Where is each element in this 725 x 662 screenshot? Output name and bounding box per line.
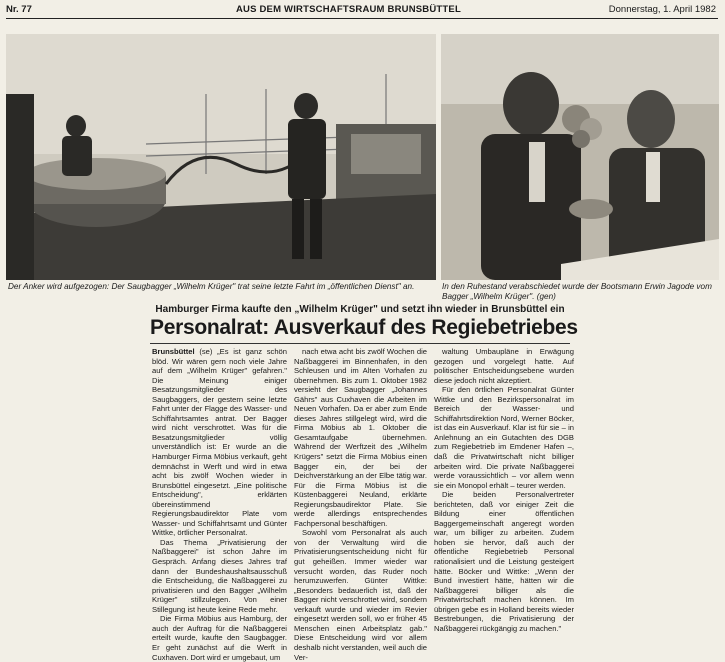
article-paragraph (152, 347, 287, 538)
paragraph-text: Für den örtlichen Personalrat Günter Wittke und den Bezirkspersonalrat im Bereich der Wasser- und Schiffahrtsdirektion Nord, Werner Böcker, ist das ein Ausverkauf. Klar ist für sie – in Anlehnung an ein Gutachten des DGB zum Regiebetrieb im Emdener Hafen –, daß die Privatwirtschaft nicht billiger arbeiten wird. Die private Naßbaggerei werde voraussichtlich – vor allem wenn sie ein Monopol erhält – teurer werden. (434, 385, 574, 490)
paragraph-text: nach etwa acht bis zwölf Wochen die Naßbaggerei im Binnenhafen, in den Schleusen und im Alten Vorhafen zu übernehmen. Bis zum 1. Oktober 1982 versieht der Saugbagger „Johannes Gährs" aus Cuxhaven die Arbeiten im Neuen Vorhafen. Da er aber zum Ende dieses Jahres stillgelegt wird, wird die Firma Möbius ab 1. Oktober die Gesamtaufgabe übernehmen. Während der Werftzeit des „Wilhelm Krügers" setzt die Firma Möbius einen Bagger ein, der bei der Deichverstärkung an der Elbe tätig war. Für die Firma Möbius ist die Küstenbaggerei Neuland, erklärte Regierungsbaudirektor Plate. Sie werde allerdings entsprechendes Fachpersonal beschäftigen. (294, 347, 427, 528)
paragraph-text: waltung Umbaupläne in Erwägung gezogen und vorgelegt hatte. Auf politischer Entscheidungsebene wurden diese jedoch nicht akzeptiert. (434, 347, 574, 385)
article-paragraph (434, 385, 574, 490)
paragraph-text: Sowohl vom Personalrat als auch von der Verwaltung wird die Privatisierungsentscheidung nicht für gut geheißen. Immer wieder war versucht worden, das Ruder noch herumzuwerfen. Günter Wittke: „Besonders bedauerlich ist, daß der Bagger nicht verschrottet wird, sondern verkauft wurde und wieder im Revier eingesetzt werden soll, wo er früher 45 Menschen einen Arbeitsplatz gab." Diese Entscheidung wird vor allem deshalb nicht verstanden, weil auch die Ver- (294, 528, 427, 662)
paragraph-text: Die beiden Personalvertreter berichteten, daß vor einiger Zeit die Bildung einer öffentlichen Baggergemeinschaft angeregt worden war, um billiger zu arbeiten. Zudem hoben sie hervor, daß auch der öffentliche Regiebetrieb Personal rationalisiert und die Leistung gesteigert hätte. Böcker und Wittke: „Wenn der Bund investiert hätte, hätten wir die Naßbaggerei billiger als die Privatwirtschaft machen können. Im übrigen gebe es in Holland bereits wieder Bestrebungen, die Privatisierung der Naßbaggerei rückgängig zu machen." (434, 490, 574, 633)
photo-caption-left: Der Anker wird aufgezogen: Der Saugbagger „Wilhelm Krüger" trat seine letzte Fahrt im „öffentlichen Dienst" an. (8, 282, 415, 291)
issue-date: Donnerstag, 1. April 1982 (608, 4, 716, 15)
article-paragraph (434, 490, 574, 633)
article-headline: Personalrat: Ausverkauf des Regiebetriebes (150, 316, 578, 339)
photo-farewell (441, 34, 719, 280)
page-number: Nr. 77 (6, 4, 32, 15)
paragraph-text: (se) „Es ist ganz schön blöd. Wir wären gern noch viele Jahre auf dem „Wilhelm Krüger" gefahren." Die Meinung einiger Besatzungsmitglieder des Saugbaggers, der gestern seine letzte Fahrt unter der Flagge des Wasser- und Schiffahrtsamtes antrat. Der Bagger wird nicht verschrottet. Was für die Besatzungsmitglieder völlig unverständlich ist: Er wurde an die Hamburger Firma Möbius verkauft, geht demnächst in Werft und wird in etwa acht bis zwölf Wochen wieder in Brunsbüttel eingesetzt. „Eine politische Entscheidung", erklärten übereinstimmend Regierungsbaudirektor Plate vom Wasser- und Schiffahrtsamt und Günter Wittke, örtlicher Personalrat. (152, 347, 287, 538)
article-paragraph (294, 528, 427, 662)
article-column-2 (294, 347, 427, 662)
headline-rule (150, 343, 570, 344)
article-column-3 (434, 347, 574, 633)
article-kicker: Hamburger Firma kaufte den „Wilhelm Krüger" und setzt ihn wieder in Brunsbüttel ein (155, 304, 565, 315)
article-paragraph (152, 614, 287, 662)
section-title: AUS DEM WIRTSCHAFTSRAUM BRUNSBÜTTEL (236, 4, 461, 15)
article-column-1 (152, 347, 287, 662)
photo-dredger-deck (6, 34, 436, 280)
article-paragraph (294, 347, 427, 528)
photo-caption-right: In den Ruhestand verabschiedet wurde der Bootsmann Erwin Jagode vom Bagger „Wilhelm Krüger". (gen) (442, 282, 712, 301)
paragraph-text: Das Thema „Privatisierung der Naßbaggerei" ist schon Jahre im Gespräch. Anfang dieses Jahres traf dann der Bundeshaushaltsausschuß die Entscheidung, die Naßbaggerei zu privatisieren und den Bagger „Wilhelm Krüger" stillzulegen. Von einer Stillegung ist heute keine Rede mehr. (152, 537, 287, 614)
paragraph-text: Die Firma Möbius aus Hamburg, der auch der Auftrag für die Naßbaggerei erteilt wurde, kaufte den Saugbagger. Er geht zunächst auf die Werft in Cuxhaven. Dort wird er umgebaut, um (152, 614, 287, 662)
dateline: Brunsbüttel (152, 347, 195, 356)
page-header (6, 2, 718, 19)
article-paragraph (434, 347, 574, 385)
article-paragraph (152, 538, 287, 614)
